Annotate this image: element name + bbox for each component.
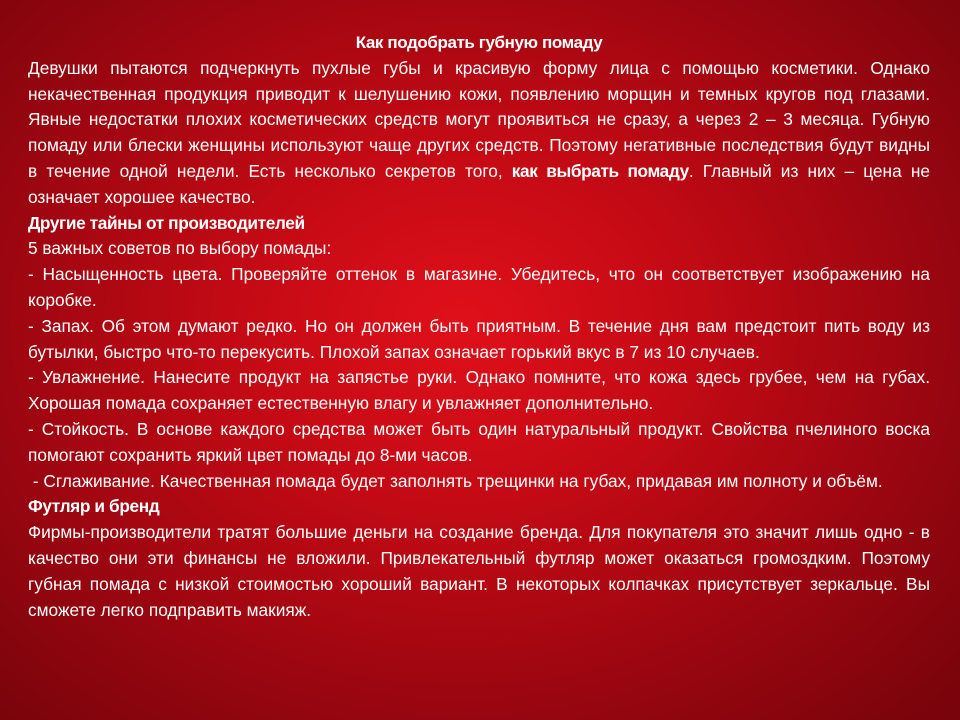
section-heading-case-brand: Футляр и бренд	[28, 496, 160, 517]
tip-item: - Запах. Об этом думают редко. Но он должен быть приятным. В течение дня вам предстоит пить воду из бутылки, быстро что-то перекусить. Плохой запах означает горький вкус в 7 из 10 случаев.	[28, 315, 930, 362]
tip-item: - Сглаживание. Качественная помада будет заполнять трещинки на губах, придавая им полноту и объём.	[28, 470, 883, 491]
page-title: Как подобрать губную помаду	[355, 33, 603, 52]
slide-content	[28, 30, 930, 623]
section-heading-secrets: Другие тайны от производителей	[28, 212, 305, 233]
tip-item: - Стойкость. В основе каждого средства может быть один натуральный продукт. Свойства пчелиного воска помогают сохранить яркий цвет помады до 8-ми часов.	[28, 418, 930, 465]
intro-text-part2: . Главный из них – цена не означает хорошее качество.	[28, 160, 930, 207]
intro-bold-phrase: как выбрать помаду	[511, 160, 689, 181]
tip-item: - Увлажнение. Нанесите продукт на запястье руки. Однако помните, что кожа здесь грубее, чем на губах. Хорошая помада сохраняет естественную влагу и увлажняет дополнительно.	[28, 367, 930, 414]
intro-paragraph	[28, 56, 930, 211]
tip-item: - Насыщенность цвета. Проверяйте оттенок в магазине. Убедитесь, что он соответствует изображению на коробке.	[28, 264, 930, 310]
tips-intro: 5 важных советов по выбору помады:	[28, 238, 332, 259]
case-brand-paragraph: Фирмы-производители тратят большие деньги на создание бренда. Для покупателя это значит лишь одно - в качество они эти финансы не вложили. Привлекательный футляр может оказаться громоздким. Поэтому губная помада с низкой стоимостью хороший вариант. В некоторых колпачках присутствует зеркальце. Вы сможете легко подправить макияж.	[28, 522, 930, 620]
intro-text-part1: Девушки пытаются подчеркнуть пухлые губы и красивую форму лица с помощью косметики. Однако некачественная продукция приводит к шелушению кожи, появлению морщин и темных кругов под глазами. Явные недостатки плохих косметических средств могут проявиться не сразу, а через 2 – 3 месяца. Губную помаду или блески женщины используют чаще других средств. Поэтому негативные последствия будут видны в течение одной недели. Есть несколько секретов того,	[28, 57, 930, 181]
